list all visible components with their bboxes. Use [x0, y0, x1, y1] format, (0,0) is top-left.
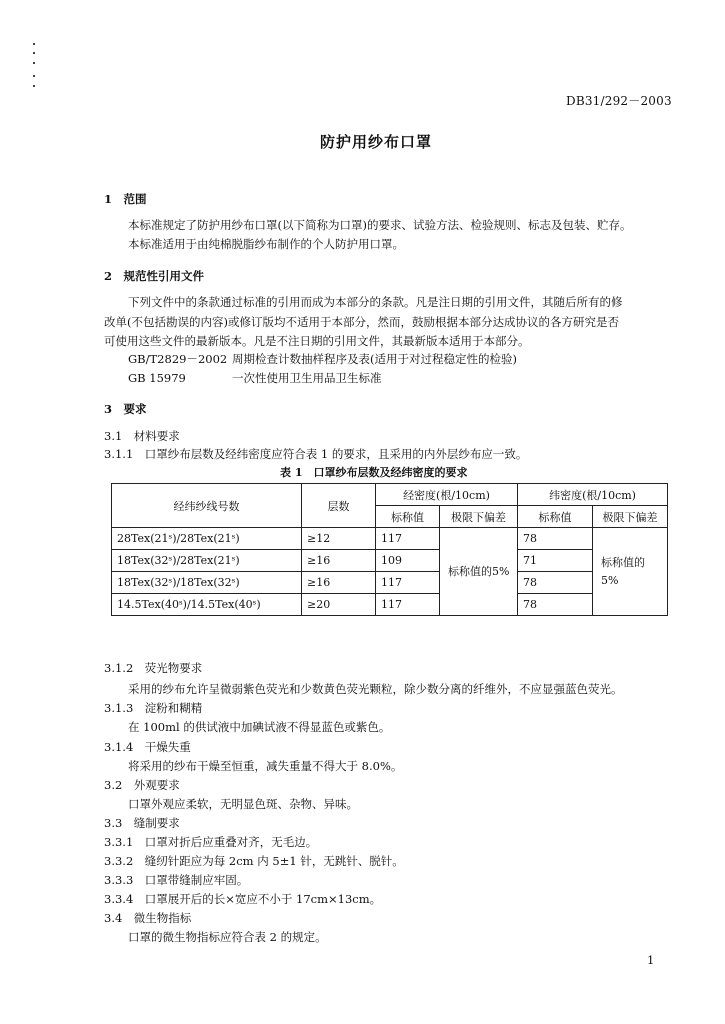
section-1-line: 本标准规定了防护用纱布口罩(以下简称为口罩)的要求、试验方法、检验规则、标志及包装、贮存。 [128, 218, 632, 232]
cell-warp: 109 [376, 550, 440, 572]
table-row [112, 572, 668, 594]
scan-speck [33, 75, 35, 77]
cell-yarn: 18Tex(32ˢ)/18Tex(32ˢ) [112, 572, 302, 594]
item-3-1-2-text: 采用的纱布允许呈微弱紫色荧光和少数黄色荧光颗粒，除少数分离的纤维外，不应显强蓝色荧光。 [128, 682, 623, 696]
page-number: 1 [647, 953, 655, 967]
item-3-3-3-text: 3.3.3 口罩带缝制应牢固。 [104, 873, 249, 887]
item-3-4-text: 口罩的微生物指标应符合表 2 的规定。 [128, 930, 327, 944]
ref-code: GB 15979 [128, 371, 186, 385]
item-3-3-2-text: 3.3.2 缝纫针距应为每 2cm 内 5±1 针，无跳针、脱针。 [104, 854, 404, 868]
cell-warp: 117 [376, 594, 440, 616]
section-3-heading: 3 要求 [104, 402, 147, 416]
table-row [112, 528, 668, 550]
cell-weft: 71 [518, 550, 593, 572]
table-caption: 表 1 口罩纱布层数及经纬密度的要求 [280, 466, 468, 479]
item-3-2-text: 口罩外观应柔软，无明显色斑、杂物、异味。 [128, 797, 358, 811]
cell-yarn: 18Tex(32ˢ)/28Tex(21ˢ) [112, 550, 302, 572]
cell-warp: 117 [376, 528, 440, 550]
cell-weft: 78 [518, 572, 593, 594]
scan-speck [33, 85, 35, 87]
cell-layers: ≥20 [302, 594, 376, 616]
cell-weft: 78 [518, 528, 593, 550]
section-2-line: 可使用这些文件的最新版本。凡是不注日期的引用文件，其最新版本适用于本部分。 [104, 334, 530, 348]
cell-weft-deviation: 标称值的5% [593, 528, 668, 616]
header-yarn: 经纬纱线号数 [112, 484, 302, 528]
item-3-3-heading: 3.3 缝制要求 [104, 816, 180, 830]
scan-speck [33, 52, 35, 54]
section-1-heading: 1 范围 [104, 192, 147, 206]
cell-layers: ≥16 [302, 572, 376, 594]
item-3-3-1-text: 3.3.1 口罩对折后应重叠对齐，无毛边。 [104, 835, 318, 849]
cell-layers: ≥16 [302, 550, 376, 572]
cell-weft: 78 [518, 594, 593, 616]
ref-name: 一次性使用卫生用品卫生标准 [232, 371, 382, 385]
section-3-1-1-text: 3.1.1 口罩纱布层数及经纬密度应符合表 1 的要求，且采用的内外层纱布应一致。 [104, 447, 528, 461]
item-3-2-heading: 3.2 外观要求 [104, 778, 180, 792]
cell-yarn: 14.5Tex(40ˢ)/14.5Tex(40ˢ) [112, 594, 302, 616]
item-3-1-2-heading: 3.1.2 荧光物要求 [104, 661, 203, 675]
ref-code: GB/T2829－2002 [128, 352, 228, 366]
density-table [111, 483, 668, 616]
section-2-heading: 2 规范性引用文件 [104, 269, 205, 283]
cell-layers: ≥12 [302, 528, 376, 550]
scan-speck [33, 43, 35, 45]
section-3-1-heading: 3.1 材料要求 [104, 429, 180, 443]
section-1-line: 本标准适用于由纯棉脱脂纱布制作的个人防护用口罩。 [128, 237, 404, 251]
section-2-line: 下列文件中的条款通过标准的引用而成为本部分的条款。凡是注日期的引用文件，其随后所有的修 [128, 295, 623, 309]
item-3-1-4-heading: 3.1.4 干燥失重 [104, 740, 191, 754]
header-weft-nominal: 标称值 [518, 506, 593, 528]
table-row [112, 594, 668, 616]
ref-name: 周期检查计数抽样程序及表(适用于对过程稳定性的检验) [232, 352, 517, 366]
standard-code: DB31/292－2003 [566, 94, 672, 108]
header-warp-deviation: 极限下偏差 [440, 506, 518, 528]
item-3-4-heading: 3.4 微生物指标 [104, 911, 192, 925]
header-weft: 纬密度(根/10cm) [518, 484, 668, 506]
header-warp-nominal: 标称值 [376, 506, 440, 528]
table-row [112, 550, 668, 572]
cell-warp: 117 [376, 572, 440, 594]
section-2-line: 改单(不包括勘误的内容)或修订版均不适用于本部分，然而，鼓励根据本部分达成协议的各方研究是否 [104, 315, 619, 329]
header-warp: 经密度(根/10cm) [376, 484, 518, 506]
item-3-1-4-text: 将采用的纱布干燥至恒重，减失重量不得大于 8.0%。 [128, 759, 403, 773]
header-layers: 层数 [302, 484, 376, 528]
item-3-3-4-text: 3.3.4 口罩展开后的长×宽应不小于 17cm×13cm。 [104, 892, 382, 906]
item-3-1-3-heading: 3.1.3 淀粉和糊精 [104, 701, 203, 715]
item-3-1-3-text: 在 100ml 的供试液中加碘试液不得显蓝色或紫色。 [128, 720, 391, 734]
header-weft-deviation: 极限下偏差 [593, 506, 668, 528]
scan-speck [33, 62, 35, 64]
cell-warp-deviation: 标称值的5% [440, 528, 518, 616]
cell-yarn: 28Tex(21ˢ)/28Tex(21ˢ) [112, 528, 302, 550]
page-title: 防护用纱布口罩 [320, 133, 433, 151]
